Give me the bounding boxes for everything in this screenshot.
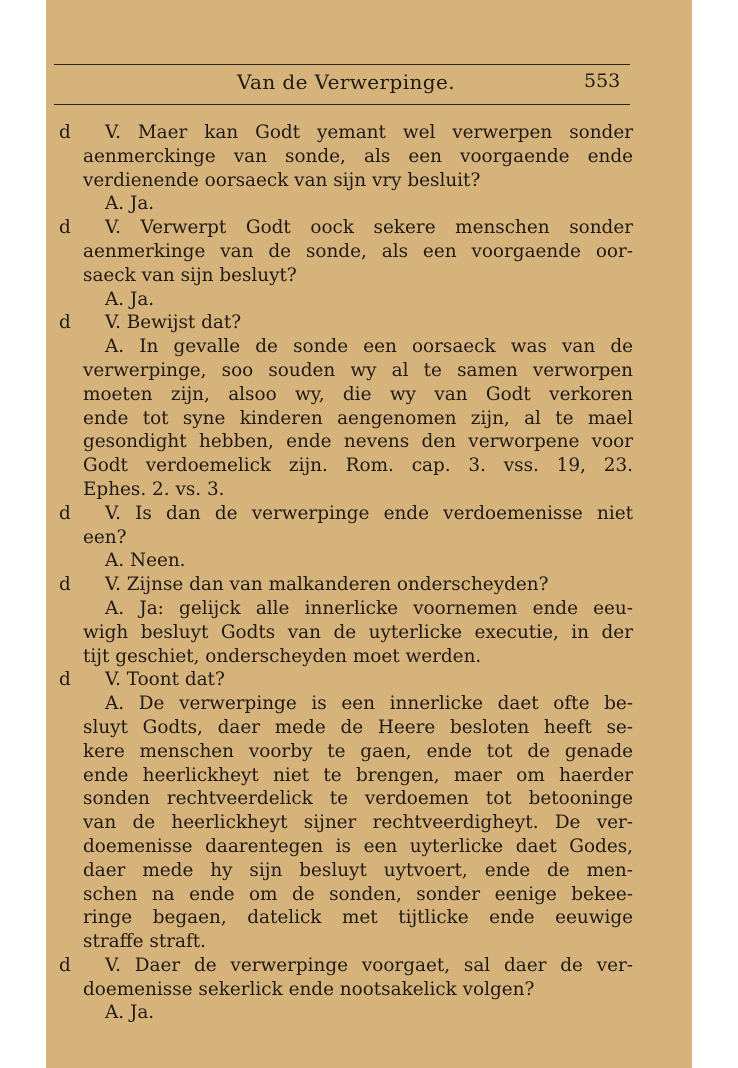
line-text: doemenisse daarentegen is een uyterlicke daet Godes, — [83, 835, 633, 857]
line-text: kere menschen voorby te gaen, ende tot de genade — [83, 740, 633, 762]
text-line — [46, 978, 692, 1002]
line-text: saeck van sijn besluyt? — [83, 264, 297, 286]
text-line — [46, 787, 692, 811]
text-line — [46, 454, 692, 478]
text-line — [46, 478, 692, 502]
margin-marker: d — [59, 122, 71, 143]
line-text: V. Is dan de verwerpinge ende verdoemenisse niet — [105, 502, 633, 524]
line-text: A. Ja. — [105, 1002, 155, 1024]
text-line — [46, 502, 692, 526]
line-text: aenmerkinge van de sonde, als een voorgaende oor- — [83, 240, 633, 262]
line-text: daer mede hy sijn besluyt uytvoert, ende de men- — [83, 859, 633, 881]
line-text: A. Ja. — [105, 193, 155, 215]
line-text: een? — [83, 526, 127, 548]
line-text: V. Bewijst dat? — [105, 312, 242, 334]
line-text: straffe straft. — [83, 931, 207, 953]
line-text: moeten zijn, alsoo wy, die wy van Godt verkoren — [83, 383, 633, 405]
margin-marker: d — [59, 669, 71, 691]
text-line — [46, 335, 692, 359]
line-text: verdienende oorsaeck van sijn vry besluit? — [83, 169, 481, 191]
line-text: verwerpinge, soo souden wy al te samen verworpen — [83, 359, 633, 381]
page-number: 553 — [584, 70, 621, 92]
text-line — [46, 930, 692, 954]
running-head-title: Van de Verwerpinge. — [237, 70, 455, 94]
text-line — [46, 764, 692, 788]
line-text: A. De verwerpinge is een innerlicke daet ofte be- — [105, 693, 633, 715]
line-text: van de heerlickheyt sijner rechtveerdigheyt. De ver- — [83, 812, 633, 834]
text-line — [46, 407, 692, 431]
line-text: V. Toont dat? — [105, 669, 225, 691]
book-page — [46, 0, 692, 1068]
line-text: V. Daer de verwerpinge voorgaet, sal daer de ver- — [105, 954, 633, 976]
margin-marker: d — [59, 574, 71, 596]
margin-marker: d — [59, 217, 71, 239]
line-text: A. Neen. — [105, 550, 186, 572]
header-rule-top — [54, 64, 630, 65]
text-line — [46, 216, 692, 240]
line-text: V. Zijnse dan van malkanderen onderscheyden? — [105, 574, 549, 596]
text-line — [46, 621, 692, 645]
line-text: ende tot syne kinderen aengenomen zijn, al te mael — [83, 407, 633, 429]
text-line — [46, 835, 692, 859]
margin-marker: d — [59, 954, 71, 976]
line-text: A. Ja: gelijck alle innerlicke voornemen ende eeu- — [105, 597, 633, 619]
line-text: A. In gevalle de sonde een oorsaeck was van de — [105, 336, 633, 358]
text-line — [46, 645, 692, 669]
line-text: sluyt Godts, daer mede de Heere besloten heeft se- — [83, 716, 633, 738]
text-line — [46, 240, 692, 264]
text-line — [46, 716, 692, 740]
text-line — [46, 811, 692, 835]
text-line — [46, 549, 692, 573]
text-line — [46, 954, 692, 978]
text-line — [46, 573, 692, 597]
line-text: A. Ja. — [105, 288, 155, 310]
line-text: ende heerlickheyt niet te brengen, maer om haerder — [83, 764, 633, 786]
line-text: sonden rechtveerdelick te verdoemen tot betooninge — [83, 788, 633, 810]
text-line — [46, 288, 692, 312]
line-text: V. Maer kan Godt yemant wel verwerpen sonder — [105, 122, 633, 143]
line-text: doemenisse sekerlick ende nootsakelick volgen? — [83, 978, 535, 1000]
line-text: V. Verwerpt Godt oock sekere menschen sonder — [105, 217, 633, 239]
text-line — [46, 192, 692, 216]
line-text: wigh besluyt Godts van de uyterlicke executie, in der — [83, 621, 633, 643]
text-line — [46, 311, 692, 335]
line-text: schen na ende om de sonden, sonder eenige bekee- — [83, 883, 633, 905]
line-text: ringe begaen, datelick met tijtlicke ende eeuwige — [83, 907, 633, 929]
text-line — [46, 121, 692, 145]
text-line — [46, 906, 692, 930]
text-line — [46, 145, 692, 169]
text-line — [46, 264, 692, 288]
text-line — [46, 526, 692, 550]
text-line — [46, 383, 692, 407]
line-text: Ephes. 2. vs. 3. — [83, 478, 225, 500]
line-text: aenmerckinge van sonde, als een voorgaende ende — [83, 145, 633, 167]
text-line — [46, 430, 692, 454]
text-line — [46, 668, 692, 692]
header-rule-bottom — [54, 104, 630, 105]
line-text: gesondight hebben, ende nevens den verworpene voor — [83, 431, 633, 453]
line-text: tijt geschiet, onderscheyden moet werden. — [83, 645, 482, 667]
text-line — [46, 169, 692, 193]
text-line — [46, 359, 692, 383]
text-line — [46, 597, 692, 621]
text-line — [46, 692, 692, 716]
page-body — [46, 121, 692, 1025]
margin-marker: d — [59, 312, 71, 334]
text-line — [46, 740, 692, 764]
text-line — [46, 1001, 692, 1025]
line-text: Godt verdoemelick zijn. Rom. cap. 3. vss. 19, 23. — [83, 455, 633, 477]
text-line — [46, 883, 692, 907]
margin-marker: d — [59, 502, 71, 524]
text-line — [46, 859, 692, 883]
